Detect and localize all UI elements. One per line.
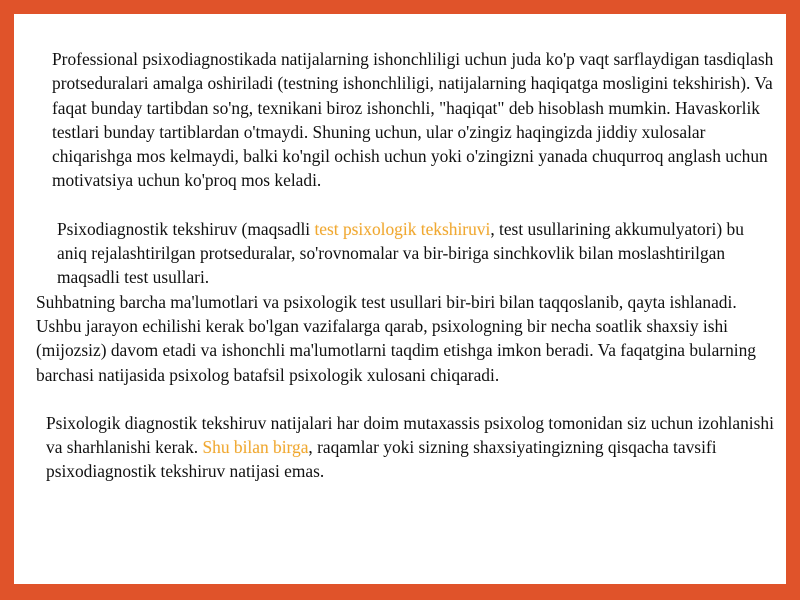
slide-canvas [14,14,786,584]
paragraph-results-text-start: Psixologik diagnostik tekshiruv natijalari har doim mutaxassis psixolog tomonidan siz uchun izohlanishi va sharhlanishi kerak. [46,412,774,458]
text-content [36,47,776,484]
paragraph-examination [36,217,776,290]
paragraph-spacer [36,387,776,411]
paragraph-examination-text-end: , test usullarining akkumulyatori) bu aniq rejalashtirilgan protseduralar, so'rovnomalar va bir-biriga sinchkovlik bilan moslashtirilgan maqsadli test usullari. [57,218,744,288]
paragraph-results-text-end: , raqamlar yoki sizning shaxsiyatingizning qisqacha tavsifi psixodiagnostik tekshiruv natijasi emas. [46,437,717,482]
paragraph-results [36,411,776,484]
paragraph-reliability: Professional psixodiagnostikada natijalarning ishonchliligi uchun juda ko'p vaqt sarflaydigan tasdiqlash protseduralari amalga oshiriladi (testning ishonchliligi, natijalarning haqiqatga mosligini tekshirish). Va faqat bunday tartibdan so'ng, texnikani biroz ishonchli, "haqiqat" deb hisoblash mumkin. Havaskorlik testlari bunday tartiblardan o'tmaydi. Shuning uchun, ular o'zingiz haqingizda jiddiy xulosalar chiqarishga mos kelmaydi, balki ko'ngil ochish uchun yoki o'zingizni yanada chuqurroq anglash uchun motivatsiya uchun ko'proq mos keladi. [52,49,774,191]
paragraph-examination-text-start: Psixodiagnostik tekshiruv (maqsadli [57,218,315,239]
paragraph-interview-data: Suhbatning barcha ma'lumotlari va psixologik test usullari bir-biri bilan taqqoslanib, qayta ishlanadi. Ushbu jarayon echilishi kerak bo'lgan vazifalarga qarab, psixologning bir necha soatlik shaxsiy ishi (mijozsiz) davom etadi va ishonchli ma'lumotlarni taqdim etishga imkon beradi. Va faqatgina bularning barchasi natijasida psixolog batafsil psixologik xulosani chiqaradi. [36,291,756,385]
link-at-the-same-time[interactable]: Shu bilan birga [202,437,309,458]
link-test-psychological-examination[interactable]: test psixologik tekshiruvi [314,218,491,239]
paragraph-spacer [36,193,776,217]
